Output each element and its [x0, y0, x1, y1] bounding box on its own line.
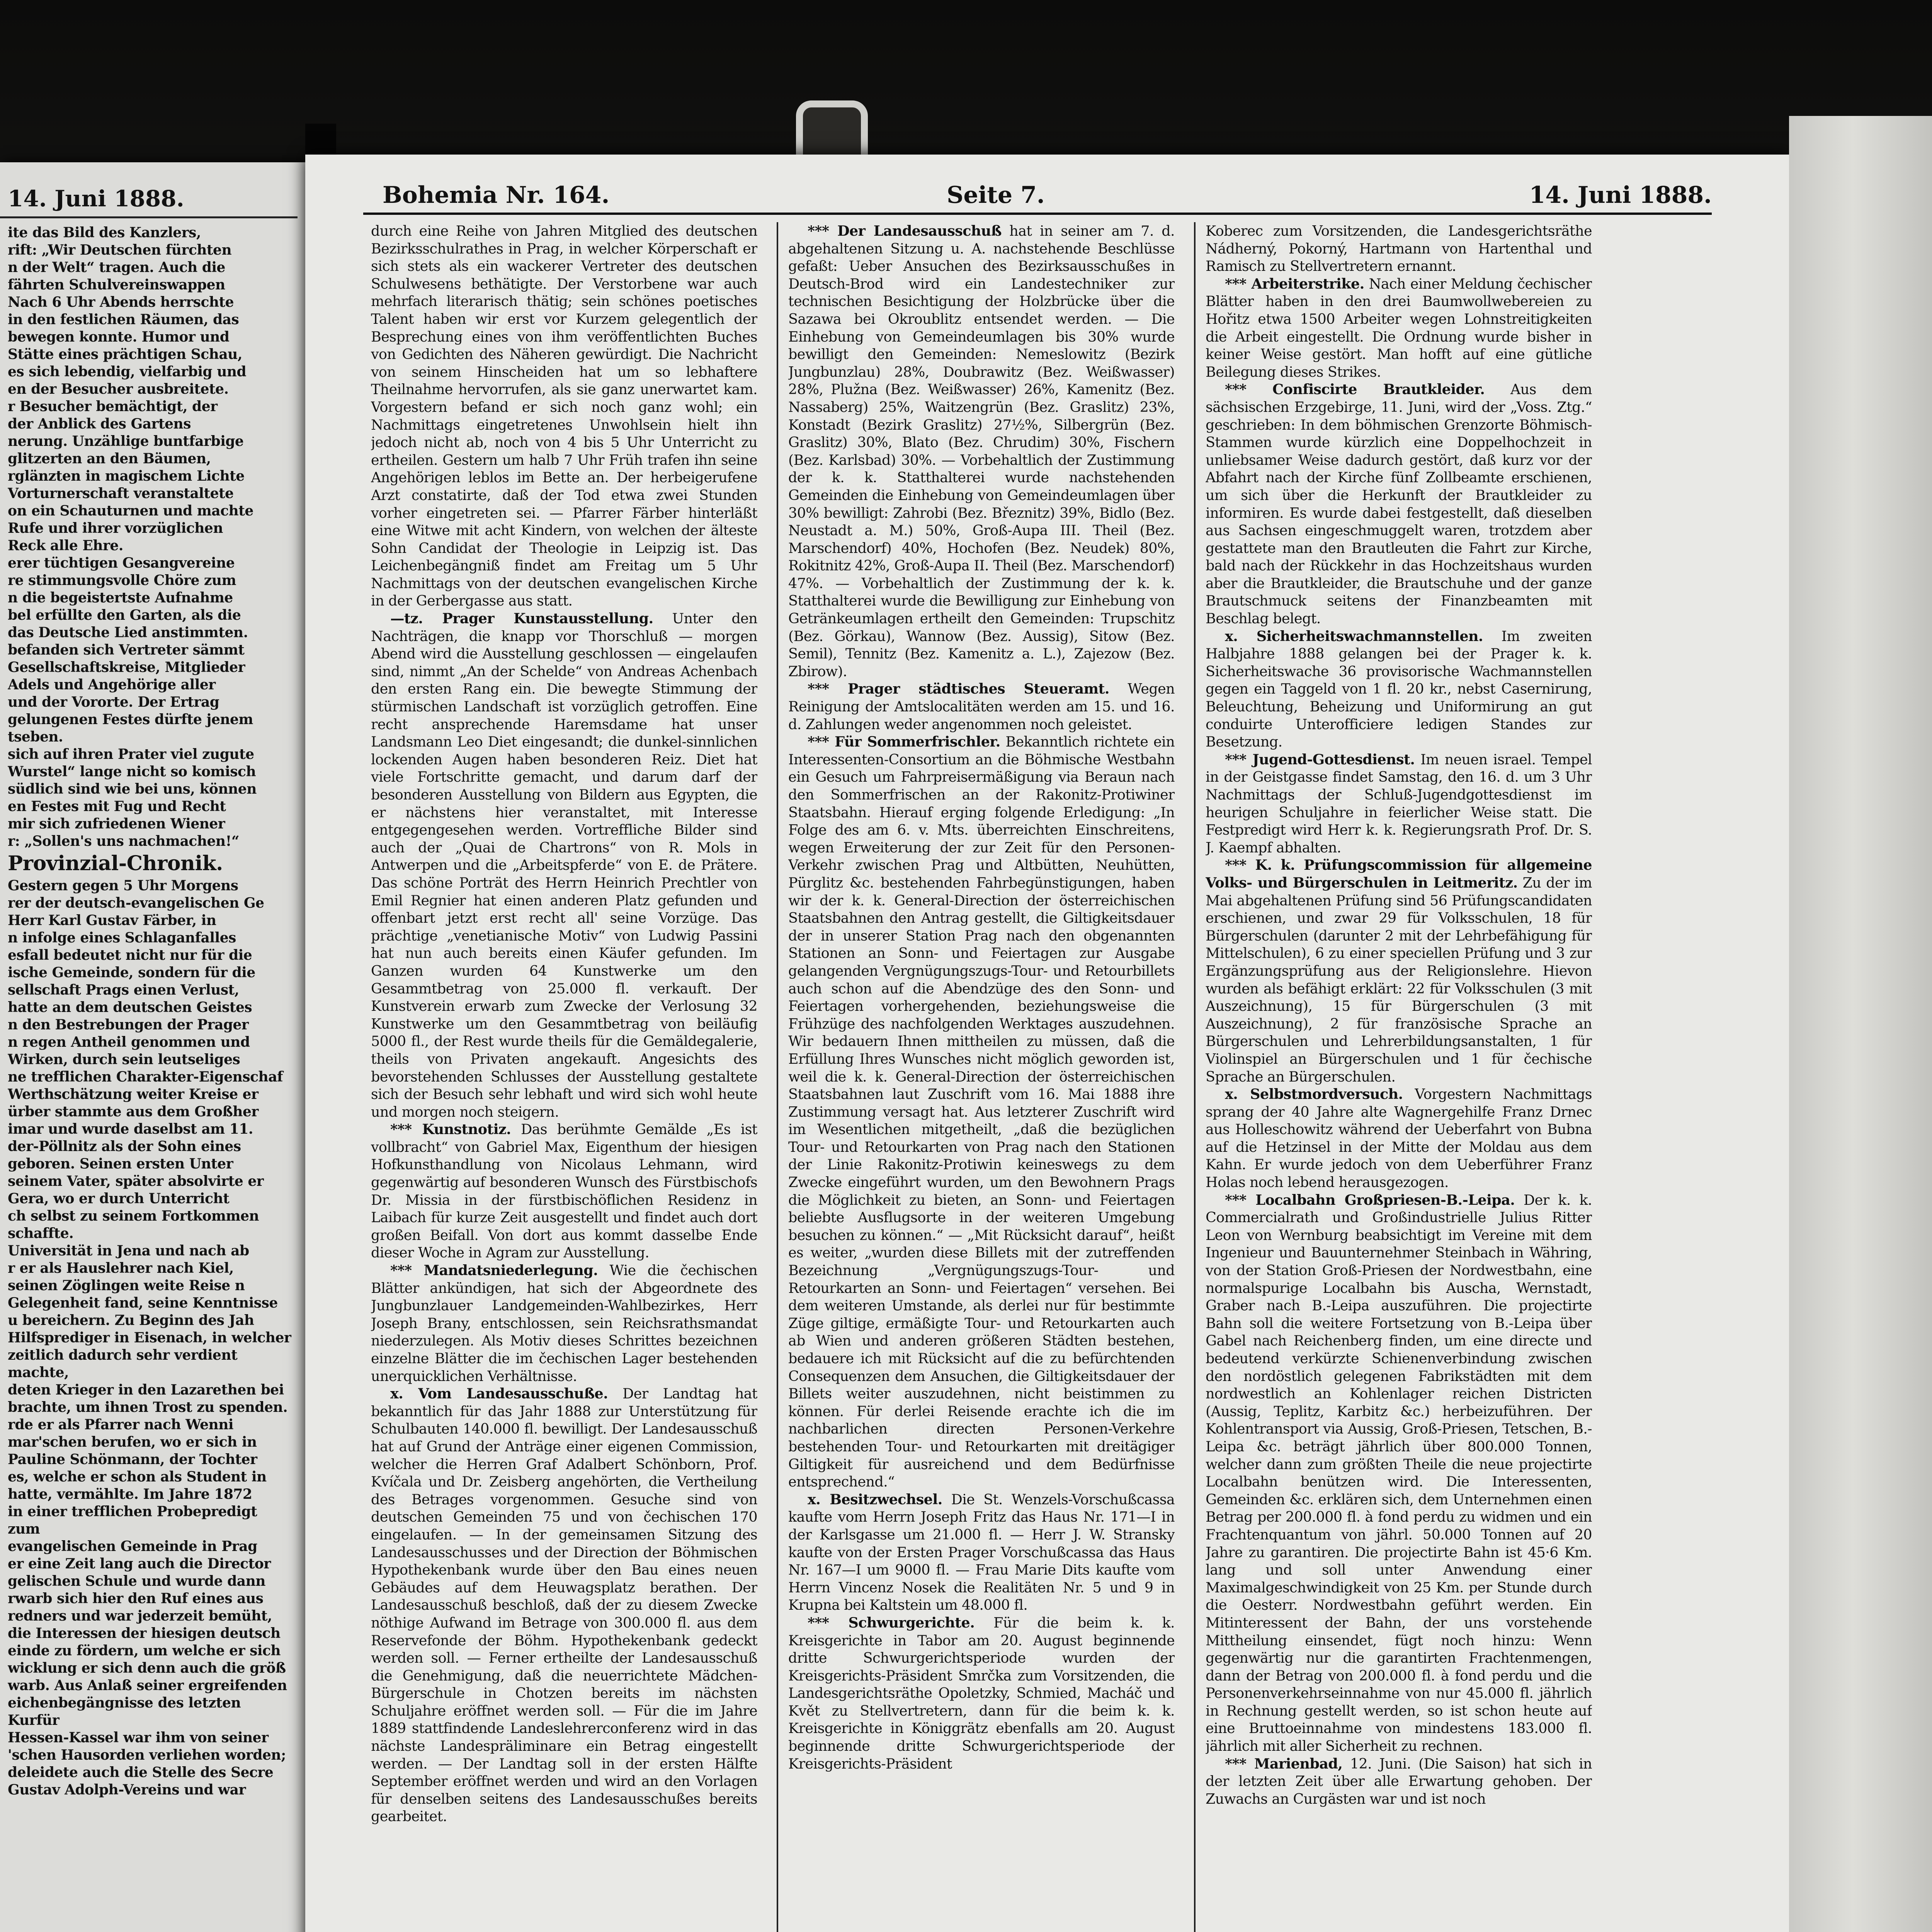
article-paragraph [1206, 1191, 1592, 1755]
article-paragraph [1206, 222, 1592, 275]
article-text: hat in seiner am 7. d. abgehaltenen Sitzung u. A. nachstehende Beschlüsse gefaßt: Ueber Ansuchen des Bezirksausschußes in Deutsch-Brod wird ein Landestechniker zur technischen Besichtigung der Holzbrücke über die Sazawa bei Okroublitz entsendet werden. — Die Einhebung von Gemeindeumlagen bis 30% wurde bewilligt den Gemeinden: Nemeslowitz (Bezirk Jungbunzlau) 28%, Doubrawitz (Bez. Weißwasser) 28%, Plužna (Bez. Weißwasser) 26%, Kamenitz (Bez. Nassaberg) 25%, Waitzengrün (Bez. Graslitz) 23%, Konstadt (Bezirk Graslitz) 27½%, Silbergrün (Bez. Graslitz) 30%, Blato (Bez. Chrudim) 30%, Fischern (Bez. Karlsbad) 30%. — Vorbehaltlich der Zustimmung der k. k. Statthalterei wurde nachstehenden Gemeinden die Einhebung von Gemeindeumlagen über 30% bewilligt: Zahrobi (Bez. Březnitz) 39%, Bidlo (Bez. Neustadt a. M.) 50%, Groß-Aupa III. Theil (Bez. Marschendorf) 40%, Hochofen (Bez. Neudek) 80%, Rokitnitz 42%, Groß-Aupa II. Theil (Bez. Marschendorf) 47%. — Vorbehaltlich der Zustimmung der k. k. Statthalterei wurde die Bewilligung zur Einhebung von Getränkeumlagen ertheilt den Gemeinden: Trupschitz (Bez. Görkau), Wannow (Bez. Aussig), Sitow (Bez. Semil), Tennitz (Bez. Kamenitz a. L.), Zajezow (Bez. Zbirow). [788, 223, 1175, 680]
article-text: Die St. Wenzels-Vorschußcassa kaufte vom Herrn Joseph Fritz das Haus Nr. 171—I in der Karlsgasse um 21.000 fl. — Herr J. W. Stransky kaufte von der Ersten Prager Vorschußcassa das Haus Nr. 167—I um 9000 fl. — Frau Marie Dits kaufte vom Herrn Vincenz Nosek die Realitäten Nr. 5 und 9 in Krupna bei Kaltstein um 48.000 fl. [788, 1491, 1175, 1614]
article-text: Bekanntlich richtete ein Interessenten-Consortium an die Böhmische Westbahn ein Gesuch um Fahrpreisermäßigung via Beraun nach den Sommerfrischen an der Rakonitz-Protiwiner Staatsbahn. Hierauf erging folgende Erledigung: „In Folge des am 6. v. Mts. überreichten Einschreitens, wegen Erweiterung der zur Zeit für den Personen-Verkehr zwischen Prag und Altbütten, Neuhütten, Pürglitz &c. bestehenden Fahrbegünstigungen, haben wir der k. k. General-Direction der österreichischen Staatsbahnen den Antrag gestellt, die Giltigkeitsdauer der in unserer Station Prag nach den obgenannten Stationen an Sonn- und Feiertagen zur Ausgabe gelangenden Vergnügungszugs-Tour- und Retourbillets auch schon auf die Abendzüge des den Sonn- und Feiertagen vorhergehenden, beziehungsweise die Frühzüge des nachfolgenden Werktages auszudehnen. Wir bedauern Ihnen mittheilen zu müssen, daß die Erfüllung Ihres Wunsches nicht möglich geworden ist, weil die k. k. General-Direction der österreichischen Staatsbahnen laut Zuschrift vom 16. Mai 1888 ihre Zustimmung versagt hat. Aus letzterer Zuschrift wird im Wesentlichen mitgetheilt, „daß die bezüglichen Tour- und Retourkarten von Prag nach den Stationen der Linie Rakonitz-Protiwin keineswegs zu dem Zwecke eingeführt wurden, um den Bewohnern Prags die Möglichkeit zu bieten, an Sonn- und Feiertagen beliebte Ausflugsorte in der weiteren Umgebung besuchen zu können.“ — „Mit Rücksicht darauf“, heißt es weiter, „wurden diese Billets mit der zutreffenden Bezeichnung „Vergnügungszugs-Tour- und Retourkarten an Sonn- und Feiertagen“ versehen. Bei dem weiteren Umstande, als derlei nur für bestimmte Züge giltige, ermäßigte Tour- und Retourkarten auch ab Wien und anderen größeren Städten bestehen, bedauere ich mit Rücksicht auf die zu befürchtenden Consequenzen dem Ansuchen, die Giltigkeitsdauer der Billets weiter auszudehnen, nicht beistimmen zu können. Für derlei Reisende erachte ich die im nachbarlichen directen Personen-Verkehre bestehenden Tour- und Retourkarten mit dreitägiger Giltigkeit für ausreichend und dem Bedürfnisse entsprechend.“ [788, 733, 1175, 1490]
column-2 [788, 222, 1175, 1932]
article-paragraph [788, 680, 1175, 733]
provinzial-chronik-heading: Provinzial-Chronik. [8, 852, 223, 875]
left-page-date: 14. Juni 1888. [8, 185, 184, 212]
article-heading: *** Arbeiterstrike. [1225, 275, 1364, 292]
newspaper-page [305, 155, 1789, 1932]
article-text: Nach einer Meldung čechischer Blätter haben in den drei Baumwollwebereien zu Hořitz etwa 1500 Arbeiter wegen Lohnstreitigkeiten die Arbeit eingestellt. Die Ordnung wurde bisher in keiner Weise gestört. Man hofft auf eine gütliche Beilegung dieses Strikes. [1206, 275, 1592, 380]
article-paragraph [788, 733, 1175, 1491]
article-paragraph [371, 610, 757, 1121]
article-heading: *** K. k. Prüfungscommission für allgemeine Volks- und Bürgerschulen in Leitmeritz. [1206, 857, 1592, 891]
article-text: Zu der im Mai abgehaltenen Prüfung sind 56 Prüfungscandidaten erschienen, und zwar 29 für Volksschulen, 18 für Bürgerschulen (darunter 2 mit der Lehrbefähigung für Mittelschulen), 6 zu einer speciellen Prüfung und 3 zur Ergänzungsprüfung aus der Religionslehre. Hievon wurden als befähigt erklärt: 22 für Volksschulen (3 mit Auszeichnung), 15 für Bürgerschulen (3 mit Auszeichnung), 2 für französische Sprache an Bürgerschulen und Lehrerbildungsanstalten, 1 für Violinspiel an Bürgerschulen und 1 für čechische Sprache an Bürgerschulen. [1206, 874, 1592, 1085]
left-page-text [8, 224, 294, 1932]
article-text: Unter den Nachträgen, die knapp vor Thorschluß — morgen Abend wird die Ausstellung geschlossen — eingelaufen sind, nimmt „An der Schelde“ von Andreas Achenbach den ersten Rang ein. Die bewegte Stimmung der stürmischen Landschaft ist vorzüglich getroffen. Eine recht ansprechende Haremsdame hat unser Landsmann Leo Diet eingesandt; die dunkel-sinnlichen lockenden Augen haben besonderen Reiz. Diet hat viele Fortschritte gemacht, und darum darf der besonderen Ausstellung von Bildern aus Egypten, die er nächstens hier veranstaltet, mit Interesse entgegengesehen werden. Vortreffliche Bilder sind auch der „Quai de Chartrons“ von R. Mols in Antwerpen und die „Arbeitspferde“ von E. de Prätere. Das schöne Porträt des Herrn Heinrich Prechtler von Emil Regnier hat einen anderen Platz gefunden und offenbart jetzt erst recht all' seine Vorzüge. Das prächtige „venetianische Motiv“ von Ludwig Passini hat nun auch bereits einen Käufer gefunden. Im Ganzen wurden 64 Kunstwerke um den Gesammtbetrag von 25.000 fl. verkauft. Der Kunstverein erwarb zum Zwecke der Verlosung 32 Kunstwerke um den Gesammtbetrag von beiläufig 5000 fl., der Rest wurde theils für die Gemäldegalerie, theils von Privaten angekauft. Angesichts des bevorstehenden Schlusses der Ausstellung gestaltete sich der Besuch sehr lebhaft und wird sich wohl heute und morgen noch steigern. [371, 610, 757, 1120]
article-paragraph [1206, 381, 1592, 627]
article-text: Koberec zum Vorsitzenden, die Landesgerichtsräthe Nádherný, Pokorný, Hartmann von Hartenthal und Ramisch zu Stellvertretern ernannt. [1206, 223, 1592, 275]
article-heading: *** Localbahn Großpriesen-B.-Leipa. [1225, 1191, 1515, 1208]
article-heading: *** Prager städtisches Steueramt. [808, 680, 1109, 697]
article-paragraph [371, 1385, 757, 1825]
article-paragraph [1206, 275, 1592, 381]
article-text: 12. Juni. (Die Saison) hat sich in der letzten Zeit über alle Erwartung gehoben. Der Zuwachs an Curgästen war und ist noch [1206, 1755, 1592, 1807]
article-heading: *** Kunstnotiz. [390, 1121, 511, 1138]
article-text: Das berühmte Gemälde „Es ist vollbracht“ von Gabriel Max, Eigenthum der hiesigen Hofkunsthandlung von Nicolaus Lehmann, wird gegenwärtig auf besonderen Wunsch des Fürstbischofs Dr. Missia in der fürstbischöflichen Residenz in Laibach für kurze Zeit ausgestellt und findet auch dort großen Beifall. Von dort aus kommt dasselbe Ende dieser Woche in Agram zur Ausstellung. [371, 1121, 757, 1261]
provinzial-chronik-text: Gestern gegen 5 Uhr Morgens rer der deutsch-evangelischen Ge Herr Karl Gustav Färber, in n infolge eines Schlaganfalles esfall bedeutet nicht nur für die ische Gemeinde, sondern für die sellschaft Prags einen Verlust, hatte an dem deutschen Geistes n den Bestrebungen der Prager n regen Antheil genommen und Wirken, durch sein leutseliges ne trefflichen Charakter-Eigenschaf Werthschätzung weiter Kreise er ürber stammte aus dem Großher imar und wurde daselbst am 11. der-Pöllnitz als der Sohn eines geboren. Seinen ersten Unter seinem Vater, später absolvirte er Gera, wo er durch Unterricht ch selbst zu seinem Fortkommen schaffte. Universität in Jena und nach ab r er als Hauslehrer nach Kiel, seinen Zöglingen weite Reise n Gelegenheit fand, seine Kenntnisse u bereichern. Zu Beginn des Jah Hilfsprediger in Eisenach, in welcher zeitlich dadurch sehr verdient machte, deten Krieger in den Lazarethen bei brachte, um ihnen Trost zu spenden. rde er als Pfarrer nach Wenni mar'schen berufen, wo er sich in Pauline Schönmann, der Tochter es, welche er schon als Student in hatte, vermählte. Im Jahre 1872 in einer trefflichen Probepredigt zum evangelischen Gemeinde in Prag er eine Zeit lang auch die Director gelischen Schule und wurde dann rwarb sich hier den Ruf eines aus redners und war jederzeit bemüht, die Interessen der hiesigen deutsch einde zu fördern, um welche er sich wicklung er sich denn auch die größ warb. Aus Anlaß seiner ergreifenden eichenbegängnisse des letzten Kurfür Hessen-Kassel war ihm von seiner 'schen Hausorden verliehen worden; deleidete auch die Stelle des Secre Gustav Adolph-Vereins und war [8, 878, 291, 1798]
article-heading: *** Marienbad, [1225, 1755, 1343, 1772]
article-paragraph [788, 1614, 1175, 1772]
article-paragraph [1206, 1085, 1592, 1191]
article-paragraph [1206, 751, 1592, 857]
column-1 [371, 222, 757, 1932]
article-heading: *** Der Landesausschuß [808, 223, 1002, 239]
article-paragraph [371, 1121, 757, 1262]
article-heading: *** Für Sommerfrischler. [808, 733, 1000, 750]
article-text: Wie die čechischen Blätter ankündigen, hat sich der Abgeordnete des Jungbunzlauer Landgemeinden-Wahlbezirkes, Herr Joseph Brany, entschlossen, sein Reichsrathsmandat niederzulegen. Als Motiv dieses Schrittes bezeichnen einzelne Blätter die im čechischen Lager bestehenden unerquicklichen Verhältnisse. [371, 1262, 757, 1384]
article-text: Der Landtag hat bekanntlich für das Jahr 1888 zur Unterstützung für Schulbauten 140.000 fl. bewilligt. Der Landesausschuß hat auf Grund der Anträge einer eigenen Commission, welcher die Herren Graf Adalbert Schönborn, Prof. Kvíčala und Dr. Zeisberg angehörten, die Vertheilung des Betrages vorgenommen. Gesuche sind von deutschen Gemeinden 75 und von čechischen 170 eingelaufen. — In der gemeinsamen Sitzung des Landesausschusses und der Direction der Böhmischen Hypothekenbank wurde über den Bau eines neuen Gebäudes auf dem Heuwagsplatz berathen. Der Landesausschuß beschloß, daß der zu diesem Zwecke nöthige Aufwand im Betrage von 300.000 fl. aus dem Reservefonde der Böhm. Hypothekenbank gedeckt werden soll. — Ferner ertheilte der Landesausschuß die Genehmigung, daß die neuerrichtete Mädchen-Bürgerschule in Chotzen bereits im nächsten Schuljahre eröffnet werden soll. — Für die im Jahre 1889 stattfindende Landeslehrerconferenz wird in das nächste Landespräliminare ein Betrag eingestellt werden. — Der Landtag soll in der ersten Hälfte September eröffnet werden und wird an den Vorlagen für denselben seitens des Landesausschußes bereits gearbeitet. [371, 1385, 757, 1825]
article-paragraph [371, 1262, 757, 1385]
column-divider [1194, 222, 1196, 1932]
article-text: Der k. k. Commercialrath und Großindustrielle Julius Ritter Leon von Wernburg beabsichtigt im Vereine mit dem Ingenieur und Bauunternehmer Steinbach in Währing, von der Station Groß-Priesen der Nordwestbahn, eine normalspurige Localbahn bis Auscha, Wernstadt, Graber nach B.-Leipa auszuführen. Die projectirte Bahn soll die weitere Fortsetzung von B.-Leipa über Gabel nach Reichenberg finden, um eine directe und bedeutend verkürzte Schienenverbindung zwischen den nordöstlich gelegenen Fabrikstädten mit dem nordwestlich an Kohlenlager reichen Districten (Aussig, Teplitz, Karbitz &c.) herbeizuführen. Der Kohlentransport via Aussig, Groß-Priesen, Tetschen, B.-Leipa &c. beträgt jährlich über 800.000 Tonnen, welcher dann zum größten Theile die neue projectirte Localbahn benützen wird. Die Interessenten, Gemeinden &c. erklären sich, dem Unternehmen einen Betrag per 200.000 fl. à fond perdu zu widmen und ein Frachtenquantum von jährl. 50.000 Tonnen auf 20 Jahre zu garantiren. Die projectirte Bahn ist 45·6 Km. lang und soll unter Anwendung einer Maximalgeschwindigkeit von 25 Km. per Stunde durch die Oesterr. Nordwestbahn geführt werden. Ein Mitinteressent der Bahn, der uns vorstehende Mittheilung einsendet, fügt noch hinzu: Wenn gegenwärtig nur die garantirten Frachtenmengen, dann der Betrag von 200.000 fl. à fond perdu und die Personenverkehrseinnahme von nur 45.000 fl. jährlich in Rechnung gestellt werden, so ist schon heute auf eine Bruttoeinnahme von mindestens 183.000 fl. jährlich mit aller Sicherheit zu rechnen. [1206, 1191, 1592, 1755]
article-paragraph [788, 222, 1175, 680]
page-number: Seite 7. [947, 182, 1045, 209]
column-3 [1206, 222, 1592, 1932]
article-paragraph [1206, 628, 1592, 751]
article-heading: *** Schwurgerichte. [808, 1614, 975, 1631]
page-header [367, 182, 1712, 209]
article-text: Im neuen israel. Tempel in der Geistgasse findet Samstag, den 16. d. um 3 Uhr Nachmittags der Schluß-Jugendgottesdienst im heurigen Schuljahre in feierlicher Weise statt. Die Festpredigt wird Herr k. k. Regierungsrath Prof. Dr. S. J. Kaempf abhalten. [1206, 751, 1592, 856]
article-text: Im zweiten Halbjahre 1888 gelangen bei der Prager k. k. Sicherheitswache 36 provisorische Wachmannstellen gegen ein Taggeld von 1 fl. 20 kr., nebst Casernirung, Beleuchtung, Beheizung und Uniformirung an gut conduirte Unterofficiere ledigen Standes zur Besetzung. [1206, 628, 1592, 750]
article-heading: —tz. Prager Kunstausstellung. [390, 610, 653, 627]
article-text: Aus dem sächsischen Erzgebirge, 11. Juni, wird der „Voss. Ztg.“ geschrieben: In dem böhmischen Grenzorte Böhmisch-Stammen wurde kürzlich eine Doppelhochzeit in unliebsamer Weise dadurch gestört, daß kurz vor der Abfahrt nach der Kirche fünf Zollbeamte erschienen, um sich über die Herkunft der Brautkleider zu informiren. Es wurde dabei festgestellt, daß dieselben aus Sachsen eingeschmuggelt waren, trotzdem aber gestattete man den Brautleuten die Fahrt zur Kirche, bald nach der Rückkehr in das Hochzeitshaus wurden aber die Brautkleider, die Brautschuhe und der ganze Brautschmuck seitens der Finanzbeamten mit Beschlag belegt. [1206, 381, 1592, 627]
article-text: Vorgestern Nachmittags sprang der 40 Jahre alte Wagnergehilfe Franz Drnec aus Holleschowitz während der Ueberfahrt von Bubna auf die Hetzinsel in der Mitte der Moldau aus dem Kahn. Er wurde jedoch von dem Ueberführer Franz Holas noch lebend herausgezogen. [1206, 1086, 1592, 1191]
article-paragraph [1206, 1755, 1592, 1808]
page-date: 14. Juni 1888. [1529, 182, 1712, 209]
article-heading: x. Selbstmordversuch. [1225, 1086, 1403, 1103]
masthead-issue: Bohemia Nr. 164. [383, 182, 610, 209]
article-heading: x. Besitzwechsel. [808, 1491, 942, 1508]
article-paragraph [788, 1491, 1175, 1614]
header-rule [363, 213, 1712, 215]
column-divider [777, 222, 778, 1932]
article-paragraph [371, 222, 757, 610]
left-page-rule [0, 216, 298, 218]
page-stack-edge [1789, 116, 1932, 1932]
article-heading: *** Jugend-Gottesdienst. [1225, 751, 1415, 768]
article-text: Für die beim k. k. Kreisgerichte in Tabor am 20. August beginnende dritte Schwurgerichtsperiode wurden der Kreisgerichts-Präsident Smrčka zum Vorsitzenden, die Landesgerichtsräthe Opoletzky, Schmied, Macháč und Květ zu Stellvertretern, dann für die beim k. k. Kreisgerichte in Königgrätz ebenfalls am 20. August beginnende dritte Schwurgerichtsperiode der Kreisgerichts-Präsident [788, 1614, 1175, 1772]
left-facing-page [0, 162, 305, 1932]
article-heading: x. Sicherheitswachmannstellen. [1225, 628, 1483, 645]
article-heading: *** Confiscirte Brautkleider. [1225, 381, 1485, 398]
article-text: Wegen Reinigung der Amtslocalitäten werden am 15. und 16. d. Zahlungen weder angenommen noch geleistet. [788, 680, 1175, 733]
article-heading: x. Vom Landesausschuße. [390, 1385, 608, 1402]
article-heading: *** Mandatsniederlegung. [390, 1262, 598, 1279]
article-text: durch eine Reihe von Jahren Mitglied des deutschen Bezirksschulrathes in Prag, in welcher Körperschaft er sich stets als ein wackerer Vertreter des deutschen Schulwesens bethätigte. Der Verstorbene war auch mehrfach literarisch thätig; sein schönes poetisches Talent haben wir erst vor Kurzem gelegentlich der Besprechung eines von ihm veröffentlichten Buches von Gedichten des Näheren gewürdigt. Die Nachricht von seinem Hinscheiden hat um so lebhaftere Theilnahme hervorrufen, als sie ganz unerwartet kam. Vorgestern befand er sich noch ganz wohl; ein Nachmittags eingetretenes Unwohlsein hielt ihn jedoch nicht ab, noch von 4 bis 5 Uhr Unterricht zu ertheilen. Gestern um halb 7 Uhr Früh trafen ihn seine Angehörigen leblos im Bette an. Der herbeigerufene Arzt constatirte, daß der Tod etwa zwei Stunden vorher eingetreten sei. — Pfarrer Färber hinterläßt eine Witwe mit acht Kindern, von welchen der älteste Sohn Candidat der Theologie in Leipzig ist. Das Leichenbegängniß findet am Freitag um 5 Uhr Nachmittags von der deutschen evangelischen Kirche in der Gerbergasse aus statt. [371, 223, 757, 609]
left-page-column-text: ite das Bild des Kanzlers, rift: „Wir Deutschen fürchten n der Welt“ tragen. Auch die fährten Schulvereinswappen Nach 6 Uhr Abends herrschte in den festlichen Räumen, das bewegen konnte. Humor und Stätte eines prächtigen Schau, es sich lebendig, vielfarbig und en der Besucher ausbreitete. r Besucher bemächtigt, der der Anblick des Gartens nerung. Unzählige buntfarbige glitzerten an den Bäumen, rglänzten in magischem Lichte Vorturnerschaft veranstaltete on ein Schauturnen und machte Rufe und ihrer vorzüglichen Reck alle Ehre. erer tüchtigen Gesangvereine re stimmungsvolle Chöre zum n die begeistertste Aufnahme bel erfüllte den Garten, als die das Deutsche Lied anstimmten. befanden sich Vertreter sämmt Gesellschaftskreise, Mitglieder Adels und Angehörige aller und der Vororte. Der Ertrag gelungenen Festes dürfte jenem tseben. sich auf ihren Prater viel zugute Wurstel“ lange nicht so komisch südlich sind wie bei uns, können en Festes mit Fug und Recht mir sich zufriedenen Wiener r: „Sollen's uns nachmachen!“ [8, 224, 257, 849]
article-paragraph [1206, 856, 1592, 1085]
